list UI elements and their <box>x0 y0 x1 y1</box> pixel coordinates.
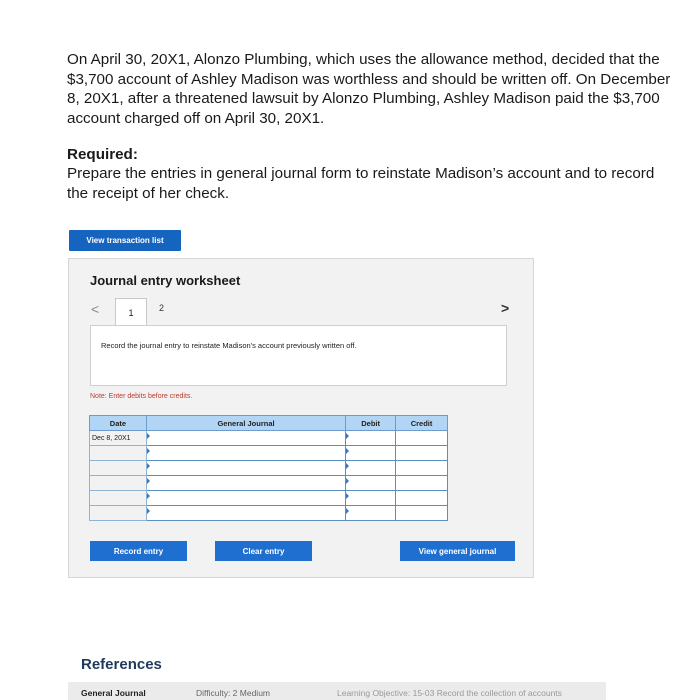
credit-input[interactable] <box>396 506 448 521</box>
date-cell: Dec 8, 20X1 <box>90 431 147 446</box>
debit-input[interactable] <box>346 506 396 521</box>
credit-input[interactable] <box>396 491 448 506</box>
date-cell <box>90 461 147 476</box>
reference-learning-objective: Learning Objective: 15-03 Record the collection of accounts <box>337 688 562 698</box>
account-input[interactable] <box>146 491 345 506</box>
journal-entry-worksheet <box>68 258 534 578</box>
table-row <box>90 506 448 521</box>
debit-input[interactable] <box>346 491 396 506</box>
view-transaction-list-button[interactable]: View transaction list <box>69 230 181 251</box>
worksheet-title: Journal entry worksheet <box>90 273 241 288</box>
account-input[interactable] <box>146 506 345 521</box>
date-header: Date <box>90 416 147 431</box>
table-row <box>90 476 448 491</box>
required-heading: Required: <box>67 146 138 163</box>
date-cell <box>90 446 147 461</box>
account-input[interactable] <box>146 446 345 461</box>
credit-input[interactable] <box>396 446 448 461</box>
table-row <box>90 461 448 476</box>
table-row <box>90 491 448 506</box>
debit-header: Debit <box>346 416 396 431</box>
debit-input[interactable] <box>346 446 396 461</box>
date-cell <box>90 476 147 491</box>
page-tab-1[interactable]: 1 <box>115 298 147 326</box>
view-general-journal-button[interactable]: View general journal <box>400 541 515 561</box>
instruction-text: Record the journal entry to reinstate Madison's account previously written off. <box>101 341 357 350</box>
credit-header: Credit <box>396 416 448 431</box>
account-input[interactable] <box>146 431 345 446</box>
reference-general-journal[interactable]: General Journal <box>81 688 146 698</box>
chevron-right-icon[interactable]: > <box>501 300 510 316</box>
date-cell <box>90 506 147 521</box>
account-input[interactable] <box>146 461 345 476</box>
instruction-box <box>90 325 507 386</box>
debit-input[interactable] <box>346 461 396 476</box>
debit-input[interactable] <box>346 476 396 491</box>
page-tab-2[interactable]: 2 <box>159 303 165 313</box>
note-text: Note: Enter debits before credits. <box>90 393 193 400</box>
account-input[interactable] <box>146 476 345 491</box>
table-row <box>90 431 448 446</box>
table-row <box>90 446 448 461</box>
journal-table <box>89 415 448 521</box>
required-text: Prepare the entries in general journal form to reinstate Madison’s account and to record the receipt of her check. <box>67 165 655 202</box>
record-entry-button[interactable]: Record entry <box>90 541 187 561</box>
references-bar <box>68 682 606 700</box>
debit-input[interactable] <box>346 431 396 446</box>
reference-difficulty: Difficulty: 2 Medium <box>196 688 271 698</box>
clear-entry-button[interactable]: Clear entry <box>215 541 312 561</box>
problem-statement: On April 30, 20X1, Alonzo Plumbing, which uses the allowance method, decided that the $3,700 account of Ashley Madison was worthless and should be written off. On December 8, 20X1, after a threatened lawsuit by Alonzo Plumbing, Ashley Madison paid the $3,700 account charged off on April 30, 20X1. <box>67 51 671 127</box>
credit-input[interactable] <box>396 431 448 446</box>
references-heading: References <box>81 656 162 673</box>
date-cell <box>90 491 147 506</box>
chevron-left-icon[interactable]: < <box>91 301 100 317</box>
credit-input[interactable] <box>396 461 448 476</box>
credit-input[interactable] <box>396 476 448 491</box>
general-journal-header: General Journal <box>146 416 345 431</box>
